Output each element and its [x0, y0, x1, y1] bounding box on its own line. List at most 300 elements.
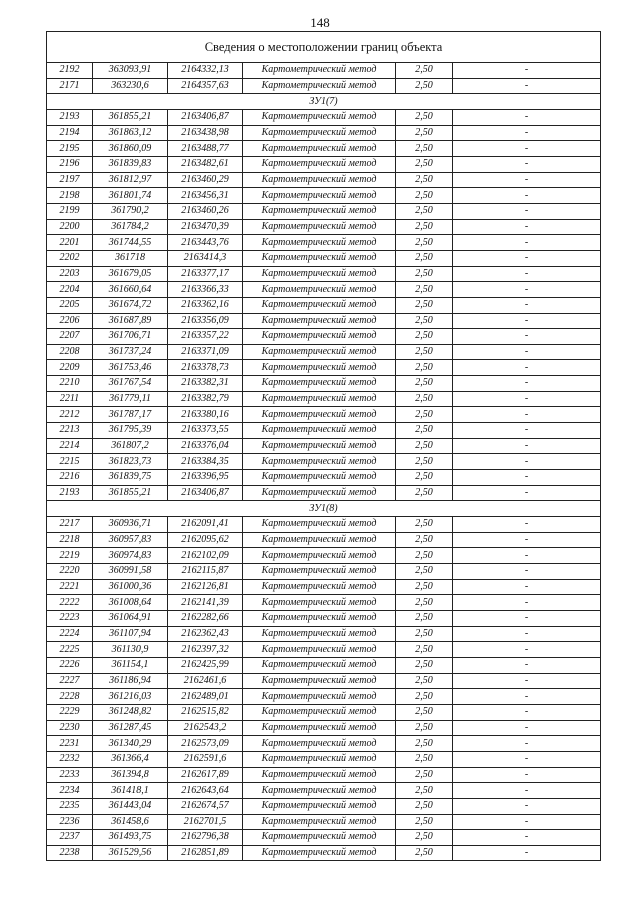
coordinate-y: 2163438,98 — [168, 125, 243, 141]
note-value: - — [453, 109, 601, 125]
note-value: - — [453, 454, 601, 470]
section-row — [47, 94, 601, 110]
determination-method: Картометрический метод — [243, 407, 396, 423]
determination-method: Картометрический метод — [243, 313, 396, 329]
accuracy-value: 2,50 — [396, 720, 453, 736]
coordinate-y: 2162141,39 — [168, 595, 243, 611]
coordinate-y: 2163356,09 — [168, 313, 243, 329]
coordinate-y: 2163371,09 — [168, 344, 243, 360]
point-number: 2200 — [47, 219, 93, 235]
coordinate-y: 2163382,79 — [168, 391, 243, 407]
table-row — [47, 689, 601, 705]
point-number: 2192 — [47, 63, 93, 79]
determination-method: Картометрический метод — [243, 172, 396, 188]
point-number: 2193 — [47, 485, 93, 501]
note-value: - — [453, 689, 601, 705]
coordinate-x: 361795,39 — [93, 423, 168, 439]
accuracy-value: 2,50 — [396, 250, 453, 266]
boundary-coordinates-table — [46, 31, 601, 861]
table-row — [47, 642, 601, 658]
table-row — [47, 63, 601, 79]
accuracy-value: 2,50 — [396, 689, 453, 705]
point-number: 2209 — [47, 360, 93, 376]
accuracy-value: 2,50 — [396, 141, 453, 157]
coordinate-x: 361790,2 — [93, 203, 168, 219]
determination-method: Картометрический метод — [243, 830, 396, 846]
coordinate-y: 2162796,38 — [168, 830, 243, 846]
determination-method: Картометрический метод — [243, 329, 396, 345]
determination-method: Картометрический метод — [243, 438, 396, 454]
coordinate-y: 2162397,32 — [168, 642, 243, 658]
section-label: ЗУ1(7) — [47, 94, 601, 110]
note-value: - — [453, 156, 601, 172]
coordinate-y: 2163378,73 — [168, 360, 243, 376]
note-value: - — [453, 78, 601, 94]
table-row — [47, 125, 601, 141]
note-value: - — [453, 783, 601, 799]
coordinate-y: 2163488,77 — [168, 141, 243, 157]
point-number: 2203 — [47, 266, 93, 282]
coordinate-x: 363230,6 — [93, 78, 168, 94]
point-number: 2205 — [47, 297, 93, 313]
point-number: 2215 — [47, 454, 93, 470]
table-row — [47, 109, 601, 125]
determination-method: Картометрический метод — [243, 485, 396, 501]
accuracy-value: 2,50 — [396, 454, 453, 470]
point-number: 2171 — [47, 78, 93, 94]
table-row — [47, 470, 601, 486]
accuracy-value: 2,50 — [396, 564, 453, 580]
coordinate-y: 2163406,87 — [168, 485, 243, 501]
coordinate-x: 361687,89 — [93, 313, 168, 329]
coordinate-y: 2162617,89 — [168, 767, 243, 783]
coordinate-y: 2163414,3 — [168, 250, 243, 266]
table-row — [47, 376, 601, 392]
determination-method: Картометрический метод — [243, 360, 396, 376]
point-number: 2216 — [47, 470, 93, 486]
coordinate-x: 361767,54 — [93, 376, 168, 392]
note-value: - — [453, 423, 601, 439]
coordinate-x: 361216,03 — [93, 689, 168, 705]
note-value: - — [453, 141, 601, 157]
accuracy-value: 2,50 — [396, 172, 453, 188]
note-value: - — [453, 188, 601, 204]
coordinate-x: 361660,64 — [93, 282, 168, 298]
determination-method: Картометрический метод — [243, 610, 396, 626]
note-value: - — [453, 564, 601, 580]
point-number: 2229 — [47, 704, 93, 720]
coordinate-x: 361366,4 — [93, 751, 168, 767]
accuracy-value: 2,50 — [396, 579, 453, 595]
table-body — [47, 32, 601, 861]
coordinate-x: 361737,24 — [93, 344, 168, 360]
note-value: - — [453, 250, 601, 266]
determination-method: Картометрический метод — [243, 845, 396, 861]
coordinate-x: 360957,83 — [93, 532, 168, 548]
note-value: - — [453, 751, 601, 767]
coordinate-x: 363093,91 — [93, 63, 168, 79]
table-row — [47, 266, 601, 282]
determination-method: Картометрический метод — [243, 579, 396, 595]
table-row — [47, 830, 601, 846]
coordinate-y: 2163396,95 — [168, 470, 243, 486]
table-row — [47, 485, 601, 501]
table-row — [47, 736, 601, 752]
point-number: 2208 — [47, 344, 93, 360]
note-value: - — [453, 657, 601, 673]
coordinate-x: 361679,05 — [93, 266, 168, 282]
point-number: 2202 — [47, 250, 93, 266]
accuracy-value: 2,50 — [396, 783, 453, 799]
determination-method: Картометрический метод — [243, 250, 396, 266]
coordinate-x: 361779,11 — [93, 391, 168, 407]
determination-method: Картометрический метод — [243, 297, 396, 313]
coordinate-y: 2162126,81 — [168, 579, 243, 595]
table-row — [47, 783, 601, 799]
point-number: 2224 — [47, 626, 93, 642]
accuracy-value: 2,50 — [396, 657, 453, 673]
coordinate-x: 361493,75 — [93, 830, 168, 846]
accuracy-value: 2,50 — [396, 423, 453, 439]
coordinate-x: 361287,45 — [93, 720, 168, 736]
accuracy-value: 2,50 — [396, 470, 453, 486]
coordinate-y: 2163380,16 — [168, 407, 243, 423]
table-row — [47, 595, 601, 611]
table-row — [47, 626, 601, 642]
point-number: 2222 — [47, 595, 93, 611]
point-number: 2204 — [47, 282, 93, 298]
table-row — [47, 517, 601, 533]
coordinate-x: 361807,2 — [93, 438, 168, 454]
coordinate-x: 360974,83 — [93, 548, 168, 564]
point-number: 2237 — [47, 830, 93, 846]
coordinate-y: 2163482,61 — [168, 156, 243, 172]
note-value: - — [453, 63, 601, 79]
accuracy-value: 2,50 — [396, 830, 453, 846]
table-row — [47, 751, 601, 767]
determination-method: Картометрический метод — [243, 203, 396, 219]
coordinate-y: 2163460,26 — [168, 203, 243, 219]
point-number: 2219 — [47, 548, 93, 564]
coordinate-y: 2163460,29 — [168, 172, 243, 188]
coordinate-y: 2163406,87 — [168, 109, 243, 125]
note-value: - — [453, 595, 601, 611]
point-number: 2195 — [47, 141, 93, 157]
determination-method: Картометрический метод — [243, 235, 396, 251]
point-number: 2230 — [47, 720, 93, 736]
note-value: - — [453, 845, 601, 861]
coordinate-y: 2162515,82 — [168, 704, 243, 720]
determination-method: Картометрический метод — [243, 219, 396, 235]
note-value: - — [453, 610, 601, 626]
note-value: - — [453, 704, 601, 720]
determination-method: Картометрический метод — [243, 517, 396, 533]
table-row — [47, 579, 601, 595]
coordinate-x: 361863,12 — [93, 125, 168, 141]
table-row — [47, 532, 601, 548]
determination-method: Картометрический метод — [243, 391, 396, 407]
coordinate-y: 2163443,76 — [168, 235, 243, 251]
determination-method: Картометрический метод — [243, 532, 396, 548]
coordinate-y: 2162461,6 — [168, 673, 243, 689]
coordinate-x: 361529,56 — [93, 845, 168, 861]
coordinate-x: 361839,83 — [93, 156, 168, 172]
coordinate-x: 361064,91 — [93, 610, 168, 626]
accuracy-value: 2,50 — [396, 485, 453, 501]
determination-method: Картометрический метод — [243, 657, 396, 673]
point-number: 2235 — [47, 798, 93, 814]
coordinate-x: 361706,71 — [93, 329, 168, 345]
accuracy-value: 2,50 — [396, 798, 453, 814]
coordinate-y: 2162282,66 — [168, 610, 243, 626]
coordinate-x: 361394,8 — [93, 767, 168, 783]
coordinate-y: 2163376,04 — [168, 438, 243, 454]
accuracy-value: 2,50 — [396, 203, 453, 219]
determination-method: Картометрический метод — [243, 156, 396, 172]
point-number: 2221 — [47, 579, 93, 595]
determination-method: Картометрический метод — [243, 423, 396, 439]
note-value: - — [453, 830, 601, 846]
coordinate-x: 361418,1 — [93, 783, 168, 799]
accuracy-value: 2,50 — [396, 63, 453, 79]
determination-method: Картометрический метод — [243, 282, 396, 298]
point-number: 2238 — [47, 845, 93, 861]
coordinate-y: 2163362,16 — [168, 297, 243, 313]
note-value: - — [453, 313, 601, 329]
table-row — [47, 344, 601, 360]
accuracy-value: 2,50 — [396, 610, 453, 626]
point-number: 2197 — [47, 172, 93, 188]
point-number: 2226 — [47, 657, 93, 673]
table-row — [47, 250, 601, 266]
note-value: - — [453, 329, 601, 345]
determination-method: Картометрический метод — [243, 626, 396, 642]
accuracy-value: 2,50 — [396, 626, 453, 642]
determination-method: Картометрический метод — [243, 736, 396, 752]
point-number: 2207 — [47, 329, 93, 345]
point-number: 2210 — [47, 376, 93, 392]
accuracy-value: 2,50 — [396, 751, 453, 767]
determination-method: Картометрический метод — [243, 63, 396, 79]
point-number: 2225 — [47, 642, 93, 658]
note-value: - — [453, 767, 601, 783]
coordinate-x: 361823,73 — [93, 454, 168, 470]
determination-method: Картометрический метод — [243, 470, 396, 486]
coordinate-x: 361812,97 — [93, 172, 168, 188]
table-row — [47, 814, 601, 830]
determination-method: Картометрический метод — [243, 642, 396, 658]
table-row — [47, 78, 601, 94]
coordinate-x: 361801,74 — [93, 188, 168, 204]
coordinate-x: 361107,94 — [93, 626, 168, 642]
determination-method: Картометрический метод — [243, 595, 396, 611]
coordinate-x: 361674,72 — [93, 297, 168, 313]
coordinate-y: 2162851,89 — [168, 845, 243, 861]
determination-method: Картометрический метод — [243, 814, 396, 830]
table-row — [47, 282, 601, 298]
table-row — [47, 407, 601, 423]
note-value: - — [453, 360, 601, 376]
table-row — [47, 720, 601, 736]
note-value: - — [453, 219, 601, 235]
accuracy-value: 2,50 — [396, 673, 453, 689]
accuracy-value: 2,50 — [396, 814, 453, 830]
accuracy-value: 2,50 — [396, 532, 453, 548]
coordinate-y: 2162489,01 — [168, 689, 243, 705]
point-number: 2228 — [47, 689, 93, 705]
accuracy-value: 2,50 — [396, 438, 453, 454]
note-value: - — [453, 438, 601, 454]
accuracy-value: 2,50 — [396, 329, 453, 345]
table-row — [47, 297, 601, 313]
table-row — [47, 610, 601, 626]
point-number: 2206 — [47, 313, 93, 329]
determination-method: Картометрический метод — [243, 548, 396, 564]
coordinate-x: 361130,9 — [93, 642, 168, 658]
coordinate-y: 2163470,39 — [168, 219, 243, 235]
determination-method: Картометрический метод — [243, 720, 396, 736]
accuracy-value: 2,50 — [396, 78, 453, 94]
note-value: - — [453, 642, 601, 658]
table-row — [47, 360, 601, 376]
table-row — [47, 172, 601, 188]
determination-method: Картометрический метод — [243, 266, 396, 282]
coordinate-y: 2162091,41 — [168, 517, 243, 533]
accuracy-value: 2,50 — [396, 297, 453, 313]
table-row — [47, 657, 601, 673]
coordinate-y: 2162591,6 — [168, 751, 243, 767]
note-value: - — [453, 391, 601, 407]
table-row — [47, 454, 601, 470]
note-value: - — [453, 736, 601, 752]
point-number: 2194 — [47, 125, 93, 141]
accuracy-value: 2,50 — [396, 704, 453, 720]
point-number: 2234 — [47, 783, 93, 799]
table-row — [47, 156, 601, 172]
determination-method: Картометрический метод — [243, 704, 396, 720]
note-value: - — [453, 125, 601, 141]
accuracy-value: 2,50 — [396, 109, 453, 125]
note-value: - — [453, 720, 601, 736]
point-number: 2223 — [47, 610, 93, 626]
note-value: - — [453, 485, 601, 501]
determination-method: Картометрический метод — [243, 141, 396, 157]
accuracy-value: 2,50 — [396, 266, 453, 282]
accuracy-value: 2,50 — [396, 736, 453, 752]
table-row — [47, 423, 601, 439]
coordinate-y: 2163382,31 — [168, 376, 243, 392]
coordinate-x: 360991,58 — [93, 564, 168, 580]
point-number: 2227 — [47, 673, 93, 689]
accuracy-value: 2,50 — [396, 407, 453, 423]
table-row — [47, 845, 601, 861]
table-row — [47, 329, 601, 345]
accuracy-value: 2,50 — [396, 517, 453, 533]
coordinate-x: 361839,75 — [93, 470, 168, 486]
coordinate-x: 361458,6 — [93, 814, 168, 830]
point-number: 2213 — [47, 423, 93, 439]
table-row — [47, 235, 601, 251]
determination-method: Картометрический метод — [243, 767, 396, 783]
coordinate-y: 2163377,17 — [168, 266, 243, 282]
coordinate-y: 2162115,87 — [168, 564, 243, 580]
coordinate-x: 361855,21 — [93, 109, 168, 125]
coordinate-y: 2162543,2 — [168, 720, 243, 736]
point-number: 2217 — [47, 517, 93, 533]
note-value: - — [453, 235, 601, 251]
point-number: 2211 — [47, 391, 93, 407]
coordinate-x: 361753,46 — [93, 360, 168, 376]
table-row — [47, 141, 601, 157]
accuracy-value: 2,50 — [396, 156, 453, 172]
coordinate-x: 361008,64 — [93, 595, 168, 611]
accuracy-value: 2,50 — [396, 767, 453, 783]
determination-method: Картометрический метод — [243, 564, 396, 580]
coordinate-y: 2162425,99 — [168, 657, 243, 673]
table-row — [47, 673, 601, 689]
point-number: 2199 — [47, 203, 93, 219]
coordinate-x: 361860,09 — [93, 141, 168, 157]
point-number: 2233 — [47, 767, 93, 783]
point-number: 2236 — [47, 814, 93, 830]
table-row — [47, 704, 601, 720]
note-value: - — [453, 798, 601, 814]
table-row — [47, 203, 601, 219]
coordinate-x: 361718 — [93, 250, 168, 266]
determination-method: Картометрический метод — [243, 673, 396, 689]
determination-method: Картометрический метод — [243, 751, 396, 767]
accuracy-value: 2,50 — [396, 391, 453, 407]
accuracy-value: 2,50 — [396, 188, 453, 204]
coordinate-x: 361787,17 — [93, 407, 168, 423]
accuracy-value: 2,50 — [396, 125, 453, 141]
coordinate-x: 361154,1 — [93, 657, 168, 673]
accuracy-value: 2,50 — [396, 360, 453, 376]
accuracy-value: 2,50 — [396, 376, 453, 392]
accuracy-value: 2,50 — [396, 548, 453, 564]
coordinate-x: 361186,94 — [93, 673, 168, 689]
point-number: 2196 — [47, 156, 93, 172]
coordinate-y: 2162674,57 — [168, 798, 243, 814]
point-number: 2193 — [47, 109, 93, 125]
coordinate-y: 2163373,55 — [168, 423, 243, 439]
coordinate-x: 361000,36 — [93, 579, 168, 595]
table-row — [47, 564, 601, 580]
table-row — [47, 767, 601, 783]
note-value: - — [453, 517, 601, 533]
note-value: - — [453, 203, 601, 219]
accuracy-value: 2,50 — [396, 235, 453, 251]
point-number: 2231 — [47, 736, 93, 752]
note-value: - — [453, 282, 601, 298]
coordinate-x: 361744,55 — [93, 235, 168, 251]
coordinate-y: 2164357,63 — [168, 78, 243, 94]
accuracy-value: 2,50 — [396, 282, 453, 298]
table-row — [47, 438, 601, 454]
coordinate-y: 2162573,09 — [168, 736, 243, 752]
table-row — [47, 219, 601, 235]
determination-method: Картометрический метод — [243, 109, 396, 125]
coordinate-x: 361443,04 — [93, 798, 168, 814]
coordinate-x: 361248,82 — [93, 704, 168, 720]
note-value: - — [453, 548, 601, 564]
note-value: - — [453, 344, 601, 360]
accuracy-value: 2,50 — [396, 313, 453, 329]
coordinate-x: 361340,29 — [93, 736, 168, 752]
determination-method: Картометрический метод — [243, 783, 396, 799]
coordinate-y: 2164332,13 — [168, 63, 243, 79]
determination-method: Картометрический метод — [243, 125, 396, 141]
